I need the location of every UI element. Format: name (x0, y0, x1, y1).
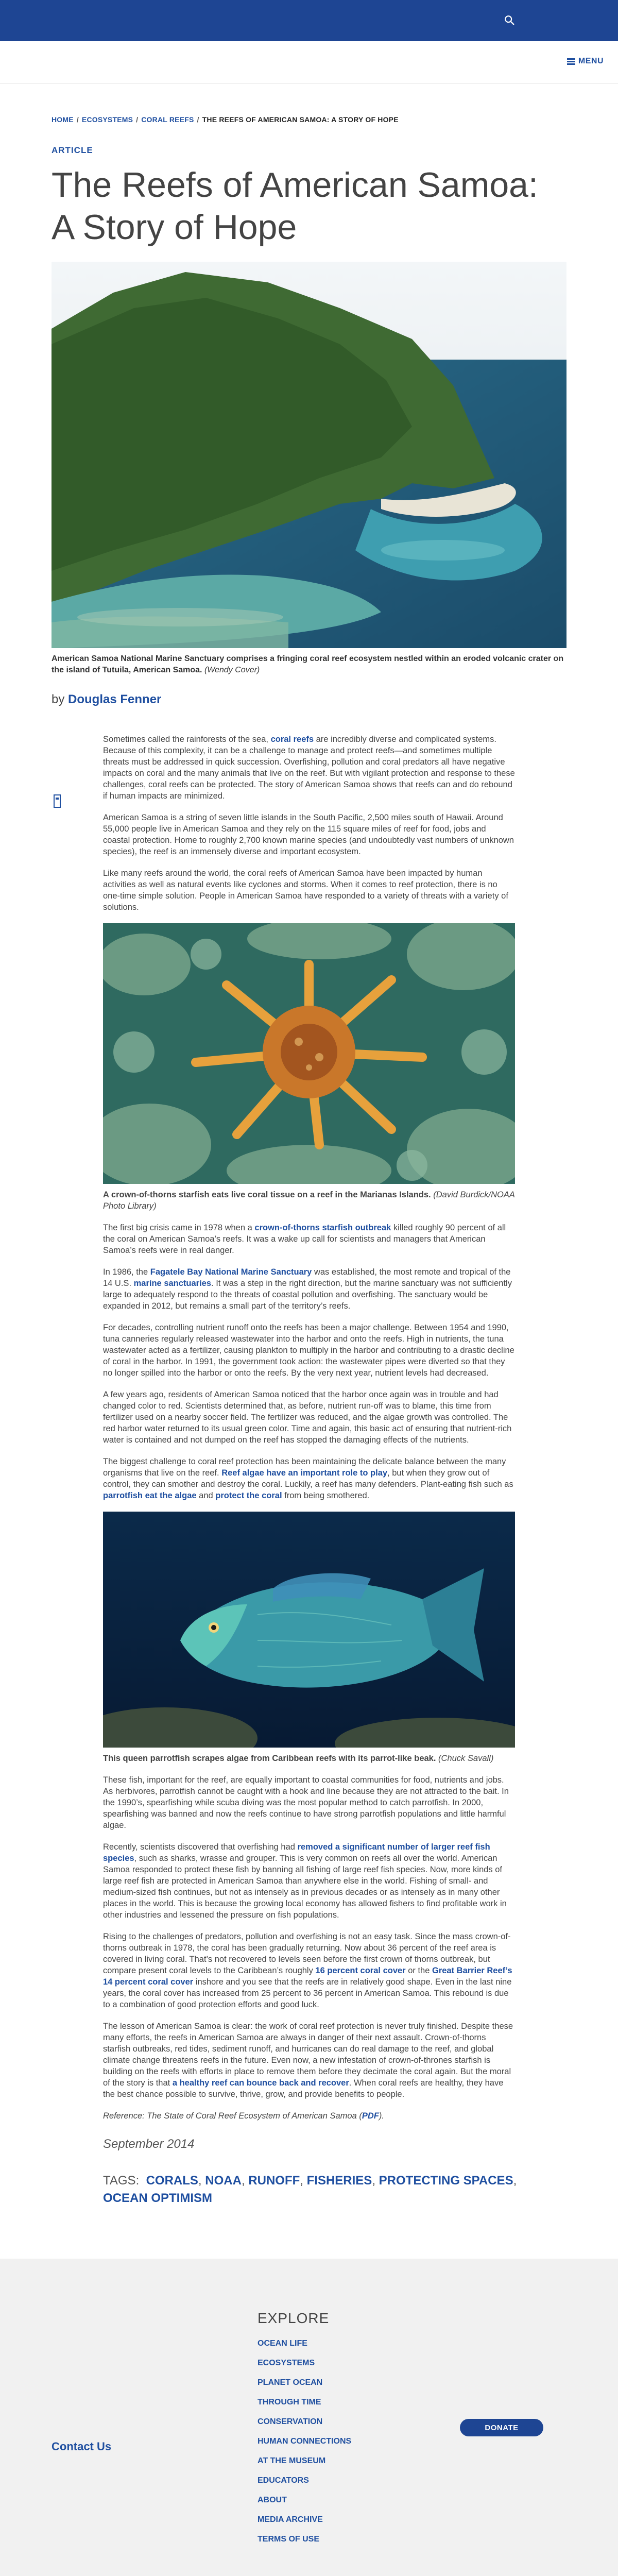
search-icon[interactable] (504, 14, 516, 27)
top-bar (0, 0, 618, 41)
paragraph-2: American Samoa is a string of seven little islands in the South Pacific, 2,500 miles south of Hawaii. Around 55,000 people live in American Samoa and they rely on the 115 square miles of reef for food, jobs and coastal protection. Home to roughly 2,700 known marine species (and undoubtedly vast numbers of unknown species), the reef is an immensely diverse and important ecosystem. (103, 813, 514, 856)
tag-noaa[interactable]: NOAA (205, 2174, 242, 2188)
tag-fisheries[interactable]: FISHERIES (306, 2174, 372, 2188)
figure1-caption (103, 1189, 515, 1212)
breadcrumb-current: THE REEFS OF AMERICAN SAMOA: A STORY OF HOPE (202, 115, 399, 124)
paragraph-12: The lesson of American Samoa is clear: the work of coral reef protection is never truly finished. Despite these many efforts, the reefs in American Samoa are always in danger of their next assault. Crown-of-thorns starfish outbreaks, red tides, sediment runoff, and hurricanes can do real damage to the reef, and global climate change threatens reefs in the future. Even now, a new infestation of crown-of-thrones starfish is building on the reefs with efforts in place to remove them before they decimate the coral again. But the moral of the story is that a healthy reef can bounce back and recover. When coral reefs are healthy, they have the best chance possible to survive, thrive, grow, and provide benefits to people. (103, 2022, 513, 2099)
figure2-credit: (Chuck Savall) (438, 1754, 494, 1763)
publish-date: September 2014 (103, 2137, 195, 2151)
paragraph-5: In 1986, the Fagatele Bay National Marine Sanctuary was established, the most remote and tropical of the 14 U.S. marine sanctuaries. It was a step in the right direction, but the marine sanctuary was not sufficiently large to adequately respond to the threats of coastal pollution and overfishing. The sanctuary would be expanded in 2012, but remains a small part of the territory’s reefs. (103, 1267, 512, 1311)
parrotfish-image (103, 1512, 515, 1748)
figure2-caption-text: This queen parrotfish scrapes algae from Caribbean reefs with its parrot-like beak. (103, 1754, 436, 1763)
figure2-caption (103, 1753, 515, 1764)
menu-button[interactable] (567, 57, 604, 66)
explore-list (258, 2337, 351, 2552)
hero-image (52, 262, 566, 648)
byline (52, 692, 618, 707)
menu-bar (0, 41, 618, 83)
tag-corals[interactable]: CORALS (146, 2174, 198, 2188)
footer-link-at-the-museum[interactable]: AT THE MUSEUM (258, 2456, 326, 2465)
healthy-reef-link[interactable]: a healthy reef can bounce back and recover (172, 2078, 349, 2088)
paragraph-6: For decades, controlling nutrient runoff onto the reefs has been a major challenge. Between 1954 and 1990, tuna canneries regularly released wastewater into the harbor and onto the reefs. High in nutrients, the tuna wastewater acted as a fertilizer, causing plankton to multiply in the harbor and contributing to a drastic decline of coral in the harbor. In 1991, the government took action: the wastewater pipes were diverted so that they no longer spilled into the harbor or onto the reefs. By the very next year, nutrient levels had decreased. (103, 1323, 514, 1378)
reference: Reference: The State of Coral Reef Ecosystem of American Samoa (PDF). (103, 2111, 384, 2121)
figure1-credit: (David Burdick/NOAA Photo Library) (103, 1190, 515, 1211)
reef-algae-link[interactable]: Reef algae have an important role to play (221, 1468, 388, 1478)
tag-runoff[interactable]: RUNOFF (248, 2174, 300, 2188)
footer (0, 2259, 618, 2576)
paragraph-11: Rising to the challenges of predators, pollution and overfishing is not an easy task. Since the mass crown-of-thorns outbreak in 1978, the coral has been gradually returning. Now about 36 percent of the reef area is covered in living coral. That’s not recovered to levels seen before the first crown of thorns outbreak, but compare present coral levels to the Caribbean’s roughly 16 percent coral cover or the Great Barrier Reef’s 14 percent coral cover inshore and you see that the reefs are in relatively good shape. Even in the last nine years, the coral cover has increased from 25 percent to 36 percent in American Samoa. This rebound is due to a combination of good protection efforts and good luck. (103, 1932, 512, 2009)
paragraph-3: Like many reefs around the world, the coral reefs of American Samoa have been impacted by human activities as well as natural events like cyclones and storms. When it comes to reef protection, there is no one-time simple solution. People in American Samoa have responded to a variety of threats with a variety of solutions. (103, 869, 508, 912)
reference-pdf-link[interactable]: PDF (362, 2111, 379, 2121)
great-barrier-reef-link[interactable]: Great Barrier Reef’s 14 percent coral cover (103, 1966, 512, 1987)
footer-link-terms-of-use[interactable]: TERMS OF USE (258, 2535, 320, 2544)
hero-credit: (Wendy Cover) (204, 666, 260, 674)
footer-link-planet-ocean[interactable]: PLANET OCEAN (258, 2378, 323, 2387)
figure1-caption-text: A crown-of-thorns starfish eats live coral tissue on a reef in the Marianas Islands. (103, 1190, 431, 1199)
byline-prefix: by (52, 692, 65, 706)
caribbean-coral-cover-link[interactable]: 16 percent coral cover (315, 1966, 406, 1975)
paragraph-10: Recently, scientists discovered that overfishing had removed a significant number of larger reef fish species, such as sharks, wrasse and grouper. This is very common on reefs all over the world. American Samoa responded to protect these fish by banning all fishing of large reef fish species. Now, more kinds of large reef fish are protected in American Samoa than anywhere else in the world. Fishing of small- and medium-sized fish continues, but not as intensely as in previous decades or as intensely as in many other places in the world. This is because the growing local economy has allowed fishers to find profitable work in other industries and lessened the pressure on fish populations. (103, 1842, 507, 1920)
paragraph-1: Sometimes called the rainforests of the sea, coral reefs are incredibly diverse and complicated systems. Because of this complexity, it can be a challenge to manage and protect reefs—and sometimes multiple threats must be addressed in quick succession. Overfishing, pollution and coral predators all have negative impacts on coral and the many animals that live on the reef. But with vigilant protection and response to these challenges, coral reefs can be protected. The story of American Samoa shows that reefs can and do rebound if human impacts are minimized. (103, 735, 515, 801)
tag-protecting-spaces[interactable]: PROTECTING SPACES (379, 2174, 513, 2188)
footer-link-human-connections[interactable]: HUMAN CONNECTIONS (258, 2437, 352, 2446)
hero-caption-text: American Samoa National Marine Sanctuary comprises a fringing coral reef ecosystem nestled within an eroded volcanic crater on the island of Tutuila, American Samoa. (52, 654, 564, 674)
coral-reefs-link[interactable]: coral reefs (270, 735, 314, 744)
hamburger-icon (567, 57, 575, 66)
paragraph-8: The biggest challenge to coral reef protection has been maintaining the delicate balance between the many organisms that live on the reef. Reef algae have an important role to play, but when they grow out of control, they can smother and destroy the coral. Luckily, a reef has many defenders. Plant-eating fish such as parrotfish eat the algae and protect the coral from being smothered. (103, 1457, 513, 1500)
footer-link-conservation[interactable]: CONSERVATION (258, 2417, 323, 2426)
tag-ocean-optimism[interactable]: OCEAN OPTIMISM (103, 2191, 213, 2205)
footer-link-ocean-life[interactable]: OCEAN LIFE (258, 2339, 307, 2348)
breadcrumb: HOME / ECOSYSTEMS / CORAL REEFS / THE REEFS OF AMERICAN SAMOA: A STORY OF HOPE (52, 115, 399, 124)
footer-link-through-time[interactable]: THROUGH TIME (258, 2398, 321, 2406)
footer-link-media-archive[interactable]: MEDIA ARCHIVE (258, 2515, 323, 2524)
explore-title: EXPLORE (258, 2310, 330, 2326)
paragraph-7: A few years ago, residents of American Samoa noticed that the harbor once again was in trouble and had changed color to red. Scientists determined that, as before, nutrient run-off was to blame, this time from fertilizer used on a nearby soccer field. The fertilizer was reduced, and the algae growth was controlled. The red harbor water returned to its usual green color. Time and again, this basic act of ensuring that nutrient-rich water is contained and not dumped on the reef has stopped the damaging effects of the nutrients. (103, 1390, 512, 1445)
tags-label: TAGS: (103, 2174, 140, 2188)
paragraph-4: The first big crisis came in 1978 when a crown-of-thorns starfish outbreak killed roughly 90 percent of all the coral on American Samoa’s reefs. It was a wake up call for scientists and managers that American Samoa’s reefs were in real danger. (103, 1223, 506, 1255)
menu-label: MENU (578, 57, 604, 65)
donate-button[interactable]: DONATE (460, 2419, 543, 2436)
breadcrumb-ecosystems[interactable]: ECOSYSTEMS (81, 115, 133, 124)
footer-link-ecosystems[interactable]: ECOSYSTEMS (258, 2359, 315, 2367)
page-title: The Reefs of American Samoa: A Story of Hope (52, 165, 538, 247)
hero-caption (52, 653, 566, 676)
larger-reef-fish-link[interactable]: removed a significant number of larger reef fish species (103, 1842, 490, 1863)
article-kicker: ARTICLE (52, 145, 93, 155)
breadcrumb-home[interactable]: HOME (52, 115, 74, 124)
paragraph-9: These fish, important for the reef, are equally important to coastal communities for food, nutrients and jobs. As herbivores, parrotfish cannot be caught with a hook and line because they are not attracted to the bait. In the 1990’s, spearfishing while scuba diving was the most popular method to catch parrotfish. In 2000, spearfishing was banned and now the reefs continue to have strong parrotfish populations and little harmful algae. (103, 1775, 509, 1830)
share-icon[interactable] (54, 794, 61, 808)
protect-coral-link[interactable]: protect the coral (215, 1491, 282, 1500)
tags: TAGS: CORALS, NOAA, RUNOFF, FISHERIES, PROTECTING SPACES, OCEAN OPTIMISM (103, 2174, 517, 2205)
author-link[interactable]: Douglas Fenner (68, 692, 162, 706)
article-body (0, 734, 618, 2122)
starfish-image (103, 923, 515, 1184)
footer-link-educators[interactable]: EDUCATORS (258, 2476, 309, 2485)
footer-link-about[interactable]: ABOUT (258, 2496, 287, 2504)
marine-sanctuaries-link[interactable]: marine sanctuaries (133, 1279, 212, 1288)
parrotfish-link[interactable]: parrotfish eat the algae (103, 1491, 197, 1500)
contact-us-link[interactable]: Contact Us (52, 2440, 112, 2453)
cots-outbreak-link[interactable]: crown-of-thorns starfish outbreak (254, 1223, 391, 1232)
fagatele-bay-link[interactable]: Fagatele Bay National Marine Sanctuary (150, 1267, 312, 1277)
breadcrumb-coral-reefs[interactable]: CORAL REEFS (141, 115, 194, 124)
